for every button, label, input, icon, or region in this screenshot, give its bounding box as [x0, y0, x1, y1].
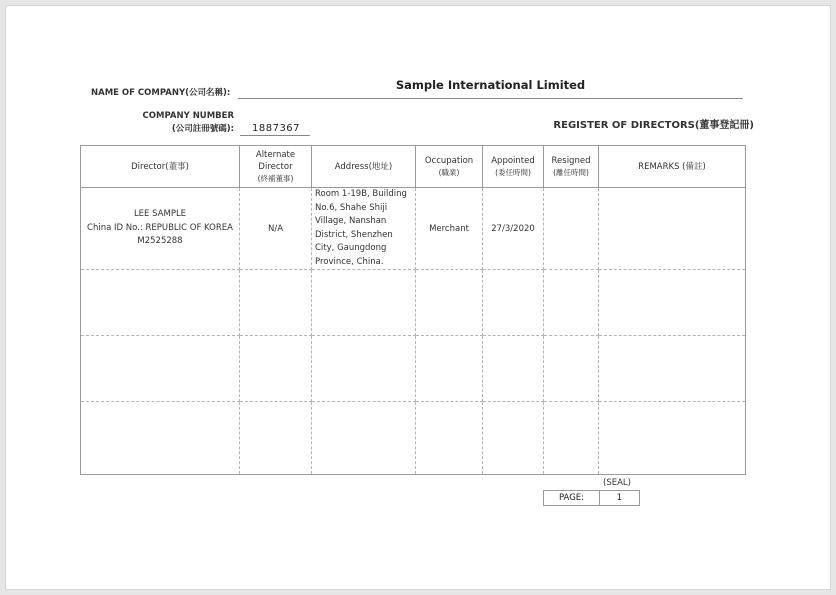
header-occupation [416, 146, 483, 188]
table-row [81, 188, 746, 270]
company-name-field: Sample International Limited [238, 76, 743, 99]
empty-cell [312, 402, 416, 475]
empty-cell [81, 336, 240, 402]
company-name-label: NAME OF COMPANY(公司名稱): [91, 88, 231, 98]
company-number-label-line1: COMPANY NUMBER [142, 111, 234, 121]
empty-cell [483, 270, 544, 336]
empty-cell [81, 402, 240, 475]
header-appointed-line1: Appointed [491, 155, 535, 166]
header-occupation-line1: Occupation [424, 155, 474, 166]
header-appointed-line2: (委任時間) [495, 167, 531, 177]
empty-cell [416, 402, 483, 475]
directors-table [80, 145, 746, 475]
header-alternate-director [240, 146, 312, 188]
director-id-line2: M2525288 [137, 236, 183, 247]
empty-cell [599, 270, 746, 336]
header-appointed [483, 146, 544, 188]
empty-cell [544, 402, 599, 475]
table-row [81, 270, 746, 336]
empty-cell [483, 402, 544, 475]
header-address: Address(地址) [312, 146, 416, 188]
empty-cell [312, 270, 416, 336]
occupation-cell: Merchant [416, 188, 483, 270]
empty-cell [240, 336, 312, 402]
header-resigned-line1: Resigned [551, 155, 591, 166]
page-label: PAGE: [544, 491, 600, 505]
table-row [81, 402, 746, 475]
header-occupation-line2: (職業) [438, 167, 460, 177]
header-alternate-line3: (終補董事) [257, 173, 294, 183]
header-alternate-line2: Director [258, 161, 293, 172]
header-remarks: REMARKS (備註) [599, 146, 746, 188]
director-id-line1: China ID No.: REPUBLIC OF KOREA [87, 222, 233, 233]
director-cell [81, 188, 240, 270]
table-row [81, 336, 746, 402]
company-number-label-line2: (公司註冊號碼): [171, 124, 234, 134]
empty-cell [544, 270, 599, 336]
page-number-box [543, 490, 640, 506]
empty-cell [599, 336, 746, 402]
register-title: REGISTER OF DIRECTORS(董事登記冊) [553, 120, 754, 131]
empty-cell [416, 336, 483, 402]
company-number-field: 1887367 [240, 122, 310, 136]
header-resigned-line2: (離任時間) [553, 167, 589, 177]
empty-cell [240, 402, 312, 475]
page-number: 1 [616, 493, 623, 503]
director-name: LEE SAMPLE [133, 209, 187, 220]
empty-cell [240, 270, 312, 336]
alternate-director-cell: N/A [240, 188, 312, 270]
header-resigned [544, 146, 599, 188]
company-number-label [138, 110, 234, 136]
header-director: Director(董事) [81, 146, 240, 188]
empty-cell [483, 336, 544, 402]
empty-cell [416, 270, 483, 336]
header-alternate-line1: Alternate [255, 149, 296, 160]
appointed-cell: 27/3/2020 [483, 188, 544, 270]
seal-label: (SEAL) [603, 478, 631, 488]
resigned-cell [544, 188, 599, 270]
empty-cell [81, 270, 240, 336]
table-header-row [81, 146, 746, 188]
address-cell: Room 1-19B, Building No.6, Shahe Shiji Village, Nanshan District, Shenzhen City, Gaungdong Province, China. [312, 188, 416, 270]
empty-cell [599, 402, 746, 475]
empty-cell [544, 336, 599, 402]
empty-cell [312, 336, 416, 402]
remarks-cell [599, 188, 746, 270]
